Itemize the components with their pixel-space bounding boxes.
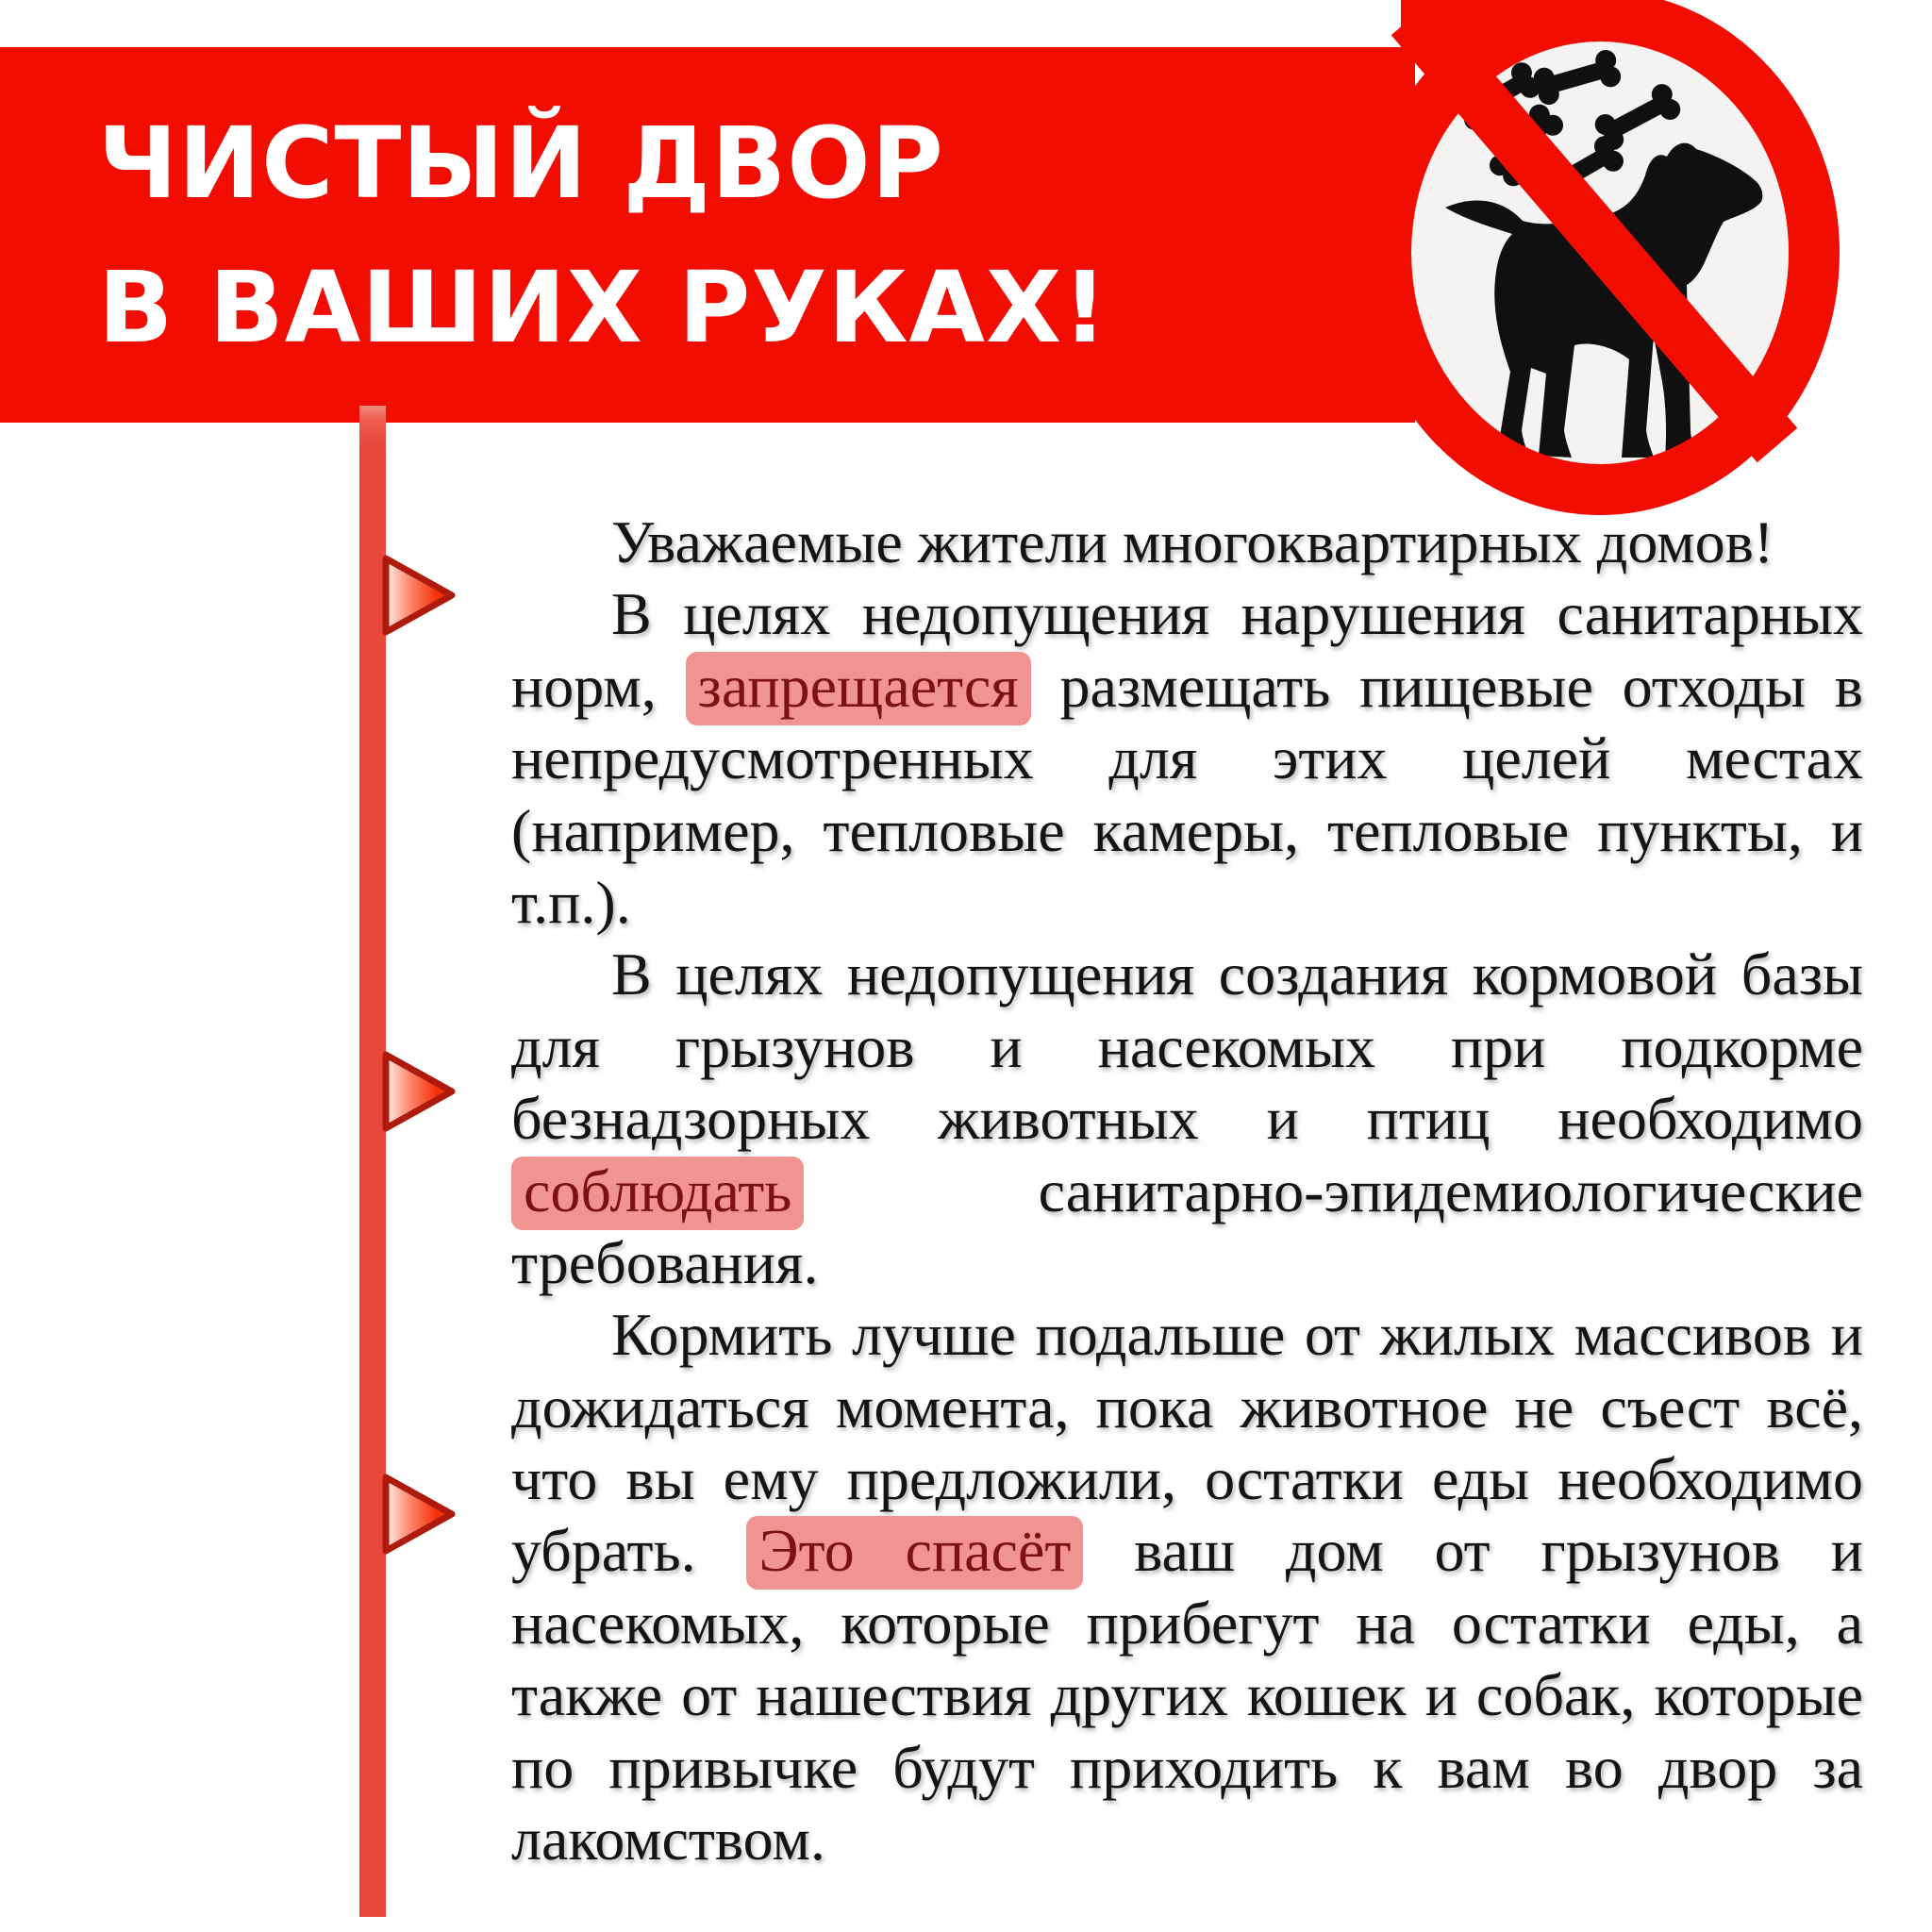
body-line: [511, 1083, 1863, 1155]
body-line: [511, 651, 1863, 723]
text-run: также от нашествия других кошек и собак, которые: [511, 1661, 1863, 1729]
text-run: что вы ему предложили, остатки еды необходимо: [511, 1445, 1863, 1513]
body-line: [511, 1156, 1863, 1227]
body-line: [511, 939, 1863, 1010]
arrow-marker-icon: [378, 1047, 459, 1136]
body-line: [511, 1804, 1863, 1875]
body-line: [511, 1011, 1863, 1083]
body-line: [511, 1299, 1863, 1371]
body-line: [511, 1588, 1863, 1659]
text-run: дожидаться момента, пока животное не съест всё,: [511, 1373, 1863, 1441]
text-run: непредусмотренных для этих целей местах: [511, 724, 1863, 792]
body-line: [511, 723, 1863, 794]
highlighted-term: запрещается: [686, 652, 1031, 725]
page-title-line1: ЧИСТЫЙ ДВОР: [98, 106, 944, 221]
body-line: [511, 1732, 1863, 1804]
text-run: санитарно-эпидемиологические: [804, 1157, 1863, 1224]
highlighted-term: соблюдать: [511, 1157, 804, 1230]
body-line: [511, 578, 1863, 650]
text-run: безнадзорных животных и птиц необходимо: [511, 1085, 1863, 1153]
text-run: норм,: [511, 652, 686, 720]
page-title-line2: В ВАШИХ РУКАХ!: [98, 250, 1108, 365]
text-run: (например, тепловые камеры, тепловые пункты, и: [511, 796, 1863, 864]
text-run: Кормить лучше подальше от жилых массивов и: [611, 1301, 1863, 1369]
body-line: [511, 1515, 1863, 1587]
text-run: лакомством.: [511, 1806, 825, 1874]
body-line: [511, 795, 1863, 867]
no-feeding-dogs-sign-icon: [1355, 0, 1845, 532]
text-run: В целях недопущения создания кормовой базы: [611, 941, 1863, 1008]
arrow-marker-icon: [378, 551, 459, 640]
body-line: [511, 1372, 1863, 1443]
body-line: [511, 1227, 1863, 1299]
text-run: ваш дом от грызунов и: [1083, 1517, 1864, 1585]
text-run: по привычке будут приходить к вам во двор за: [511, 1733, 1863, 1801]
highlighted-term: Это спасёт: [746, 1516, 1083, 1590]
text-run: т.п.).: [511, 868, 631, 936]
body-line: [511, 1659, 1863, 1731]
text-run: насекомых, которые прибегут на остатки еды, а: [511, 1589, 1863, 1657]
page-title: [98, 92, 1108, 380]
text-run: размещать пищевые отходы в: [1030, 652, 1864, 720]
arrow-marker-icon: [378, 1470, 459, 1558]
body-line: [511, 867, 1863, 939]
text-run: требования.: [511, 1228, 819, 1296]
text-run: для грызунов и насекомых при подкорме: [511, 1012, 1863, 1080]
text-run: В целях недопущения нарушения санитарных: [611, 580, 1863, 648]
body-text: [511, 507, 1863, 1875]
body-line: [511, 1443, 1863, 1515]
text-run: Уважаемые жители многоквартирных домов!: [611, 508, 1774, 575]
text-run: убрать.: [511, 1517, 747, 1585]
